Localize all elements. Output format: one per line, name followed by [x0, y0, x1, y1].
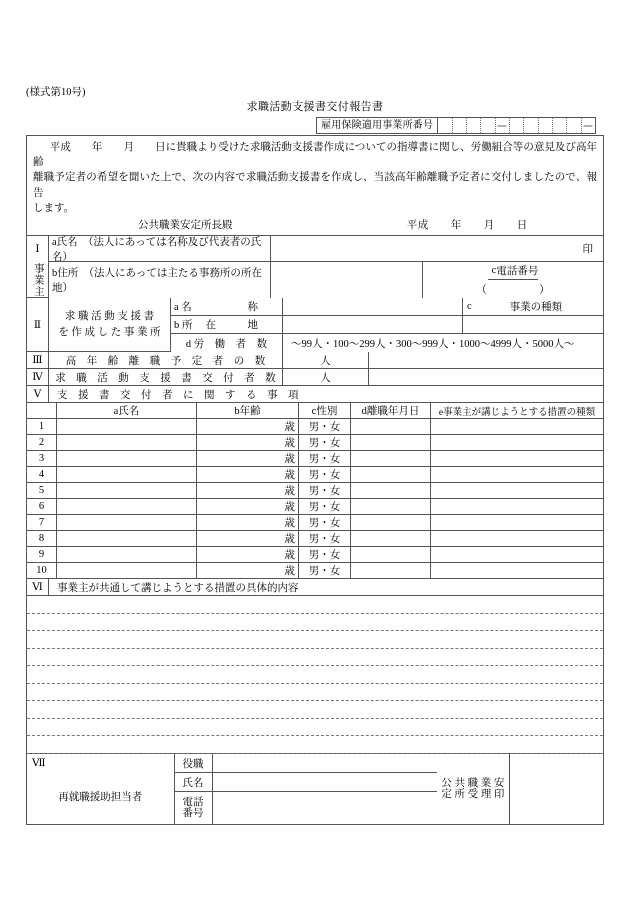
office-stamp-label-line-2: 定 所 受 理 印	[441, 789, 505, 801]
insurance-digit-3[interactable]	[467, 118, 481, 133]
office-name-key-2: 称	[247, 302, 258, 314]
row-date-input[interactable]	[351, 451, 431, 467]
office-location-label	[171, 316, 283, 334]
table-row	[27, 435, 603, 451]
row-name-input[interactable]	[57, 531, 197, 547]
section-6-line[interactable]	[27, 736, 603, 754]
form-frame	[26, 135, 604, 825]
insurance-digit-6[interactable]	[524, 118, 538, 133]
row-measures-input[interactable]	[431, 483, 603, 499]
row-name-input[interactable]	[57, 419, 197, 435]
row-measures-input[interactable]	[431, 419, 603, 435]
section-3-label: 高 年 齢 離 職 予 定 者 の 数	[49, 352, 283, 369]
row-age-input[interactable]: 歳	[197, 563, 299, 579]
section-4	[27, 369, 603, 386]
section-7-label: 再就職援助担当者	[58, 791, 143, 803]
section-6-numeral: Ⅵ	[27, 579, 49, 596]
intro-line-2: 離職予定者の希望を聞いた上で、次の内容で求職活動支援書を作成し、当該高年齢離職予定者に交付しましたので、報告	[33, 172, 597, 199]
office-stamp-label-line-1: 公 共 職 業 安	[441, 777, 505, 789]
table-row	[27, 531, 603, 547]
row-measures-input[interactable]	[431, 435, 603, 451]
row-index: 1	[27, 419, 57, 435]
row-measures-input[interactable]	[431, 499, 603, 515]
row-date-input[interactable]	[351, 515, 431, 531]
office-name-input[interactable]	[283, 298, 463, 316]
section-1-numeral: Ⅰ	[35, 244, 40, 256]
row-sex-options[interactable]: 男・女	[299, 499, 351, 515]
owner-address-input[interactable]	[271, 262, 423, 298]
row-date-input[interactable]	[351, 499, 431, 515]
section-4-label: 求 職 活 動 支 援 書 交 付 者 数	[49, 369, 283, 386]
section-1-vertical-label: 事業主	[32, 262, 44, 298]
section-5-numeral: Ⅴ	[27, 386, 49, 403]
row-sex-options[interactable]: 男・女	[299, 451, 351, 467]
section-4-unit[interactable]: 人	[283, 369, 369, 386]
phone-key: c	[491, 265, 497, 277]
submission-date: 平成 年 月 日	[406, 220, 528, 232]
contact-name-label: 氏名	[175, 773, 213, 792]
row-index: 2	[27, 435, 57, 451]
section-2-numeral-cell	[27, 298, 49, 352]
row-name-input[interactable]	[57, 467, 197, 483]
row-sex-options[interactable]: 男・女	[299, 531, 351, 547]
insurance-digit-9[interactable]	[567, 118, 581, 133]
office-name-label	[171, 298, 283, 316]
section-2-name-row	[171, 298, 603, 316]
owner-phone-block	[423, 262, 603, 298]
business-type-input[interactable]	[463, 316, 603, 334]
section-2-numeral: Ⅱ	[33, 319, 42, 331]
row-name-input[interactable]	[57, 515, 197, 531]
section-1-content	[49, 236, 603, 298]
column-header-index	[27, 403, 57, 419]
section-1-name-row	[49, 236, 603, 262]
position-label: 役職	[175, 754, 213, 773]
table-row	[27, 547, 603, 563]
section-6-line[interactable]	[27, 719, 603, 737]
table-row	[27, 515, 603, 531]
row-age-input[interactable]: 歳	[197, 483, 299, 499]
section-4-numeral: Ⅳ	[27, 369, 49, 386]
column-header-name: a氏名	[57, 403, 197, 419]
row-age-input[interactable]: 歳	[197, 451, 299, 467]
contact-name-input[interactable]	[213, 773, 437, 792]
workers-count-options[interactable]: 〜99人・100〜299人・300〜999人・1000〜4999人・5000人〜	[291, 338, 575, 350]
row-index: 7	[27, 515, 57, 531]
section-4-spare	[369, 369, 603, 386]
seal-mark: 印	[582, 244, 593, 256]
section-6-line[interactable]	[27, 701, 603, 719]
row-date-input[interactable]	[351, 531, 431, 547]
contact-phone-label-line-2: 番号	[182, 808, 204, 820]
insurance-digit-5[interactable]	[510, 118, 524, 133]
row-date-input[interactable]	[351, 467, 431, 483]
row-age-input[interactable]: 歳	[197, 547, 299, 563]
insurance-separator-2	[582, 118, 595, 133]
section-6-label: 事業主が共通して講じようとする措置の具体的内容	[49, 579, 603, 596]
section-6-line[interactable]	[27, 666, 603, 684]
section-2-label-line-2: を 作 成 し た 事 業 所	[58, 326, 161, 338]
contact-phone-input[interactable]	[213, 792, 437, 824]
office-location-key: b 所	[174, 320, 193, 332]
section-2-label-line-1: 求 職 活 動 支 援 書	[64, 311, 155, 323]
addressee: 公共職業安定所長殿	[138, 220, 233, 232]
column-header-age: b年齢	[197, 403, 299, 419]
contact-phone-label	[175, 792, 213, 824]
section-5-columns	[27, 403, 603, 419]
row-sex-options[interactable]: 男・女	[299, 563, 351, 579]
owner-name-label: a氏名 （法人にあっては名称及び代表者の氏名）	[49, 236, 271, 262]
column-header-sex: c性別	[299, 403, 351, 419]
owner-name-input[interactable]	[271, 236, 603, 262]
section-6-body[interactable]	[27, 596, 603, 754]
row-index: 4	[27, 467, 57, 483]
section-7-left	[27, 754, 175, 824]
section-6-line[interactable]	[27, 596, 603, 614]
owner-address-label: b住所 （法人にあっては主たる事務所の所在地）	[49, 262, 271, 298]
intro-line-3: します。	[33, 202, 75, 214]
section-5-rows	[27, 419, 603, 579]
row-name-input[interactable]	[57, 451, 197, 467]
row-name-input[interactable]	[57, 499, 197, 515]
addressee-row	[33, 218, 597, 233]
row-name-input[interactable]	[57, 563, 197, 579]
row-measures-input[interactable]	[431, 515, 603, 531]
row-sex-options[interactable]: 男・女	[299, 467, 351, 483]
section-1-address-row	[49, 262, 603, 298]
section-2-workers-row	[171, 334, 603, 352]
row-index: 3	[27, 451, 57, 467]
insurance-digit-1[interactable]	[438, 118, 452, 133]
office-location-input[interactable]	[283, 316, 463, 334]
section-7-numeral: Ⅶ	[32, 758, 46, 770]
section-2	[27, 298, 603, 352]
row-index: 8	[27, 531, 57, 547]
table-row	[27, 467, 603, 483]
section-3-unit[interactable]: 人	[283, 352, 369, 369]
row-date-input[interactable]	[351, 483, 431, 499]
insurance-digit-7[interactable]	[539, 118, 553, 133]
contact-phone-label-line-1: 電話	[182, 796, 204, 808]
row-date-input[interactable]	[351, 563, 431, 579]
section-6-header	[27, 579, 603, 596]
intro-line-1: 平成 年 月 日に貴職より受けた求職活動支援書作成についての指導書に関し、労働組合等の意見及び高年齢	[33, 142, 597, 169]
row-date-input[interactable]	[351, 419, 431, 435]
row-age-input[interactable]: 歳	[197, 531, 299, 547]
table-row	[27, 563, 603, 579]
section-2-label	[49, 298, 171, 352]
row-sex-options[interactable]: 男・女	[299, 435, 351, 451]
section-6-line[interactable]	[27, 649, 603, 667]
form-number: (様式第10号)	[26, 87, 86, 98]
table-row	[27, 451, 603, 467]
section-6-line[interactable]	[27, 631, 603, 649]
row-measures-input[interactable]	[431, 467, 603, 483]
row-sex-options[interactable]: 男・女	[299, 419, 351, 435]
workers-count-label: d 労 働 者 数	[171, 334, 283, 352]
section-3-spare	[369, 352, 603, 369]
row-age-input[interactable]: 歳	[197, 499, 299, 515]
row-name-input[interactable]	[57, 483, 197, 499]
section-1	[27, 236, 603, 298]
document-title: 求職活動支援書交付報告書	[246, 101, 384, 113]
section-3	[27, 352, 603, 369]
insurance-digit-2[interactable]	[453, 118, 467, 133]
section-1-numeral-cell	[27, 236, 49, 298]
section-6-line[interactable]	[27, 684, 603, 702]
business-type-key: c	[467, 301, 472, 313]
phone-input[interactable]: （ ）	[476, 284, 550, 296]
row-date-input[interactable]	[351, 435, 431, 451]
section-2-content	[171, 298, 603, 352]
office-name-key: a 名	[174, 302, 192, 314]
row-date-input[interactable]	[351, 547, 431, 563]
insurance-number-label: 雇用保険適用事業所番号	[316, 117, 438, 134]
table-row	[27, 419, 603, 435]
office-location-key-2: 在 地	[205, 320, 258, 332]
row-measures-input[interactable]	[431, 451, 603, 467]
business-type-text: 事業の種類	[509, 302, 563, 314]
insurance-digit-8[interactable]	[553, 118, 567, 133]
row-measures-input[interactable]	[431, 531, 603, 547]
row-age-input[interactable]: 歳	[197, 419, 299, 435]
table-row	[27, 499, 603, 515]
section-3-numeral: Ⅲ	[27, 352, 49, 369]
column-header-measures: e事業主が講じようとする措置の種類	[431, 403, 603, 419]
row-name-input[interactable]	[57, 435, 197, 451]
section-5-header	[27, 386, 603, 403]
row-measures-input[interactable]	[431, 563, 603, 579]
section-7-name-row	[175, 773, 437, 792]
intro-block	[27, 136, 603, 236]
table-row	[27, 483, 603, 499]
row-index: 10	[27, 563, 57, 579]
insurance-number-strip	[316, 117, 596, 134]
row-age-input[interactable]: 歳	[197, 467, 299, 483]
row-sex-options[interactable]: 男・女	[299, 483, 351, 499]
section-7-phone-row	[175, 792, 437, 824]
insurance-digit-4[interactable]	[481, 118, 495, 133]
row-index: 5	[27, 483, 57, 499]
section-6-line[interactable]	[27, 614, 603, 632]
row-index: 9	[27, 547, 57, 563]
column-header-date: d離職年月日	[351, 403, 431, 419]
phone-label: 電話番号	[496, 266, 539, 278]
row-name-input[interactable]	[57, 547, 197, 563]
row-measures-input[interactable]	[431, 547, 603, 563]
row-index: 6	[27, 499, 57, 515]
section-5-label: 支 援 書 交 付 者 に 関 す る 事 項	[49, 386, 603, 403]
row-sex-options[interactable]: 男・女	[299, 547, 351, 563]
row-sex-options[interactable]: 男・女	[299, 515, 351, 531]
row-age-input[interactable]: 歳	[197, 515, 299, 531]
insurance-separator-1	[496, 118, 510, 133]
section-2-location-row	[171, 316, 603, 334]
business-type-label	[463, 298, 603, 316]
row-age-input[interactable]: 歳	[197, 435, 299, 451]
insurance-number-boxes[interactable]	[438, 117, 596, 134]
